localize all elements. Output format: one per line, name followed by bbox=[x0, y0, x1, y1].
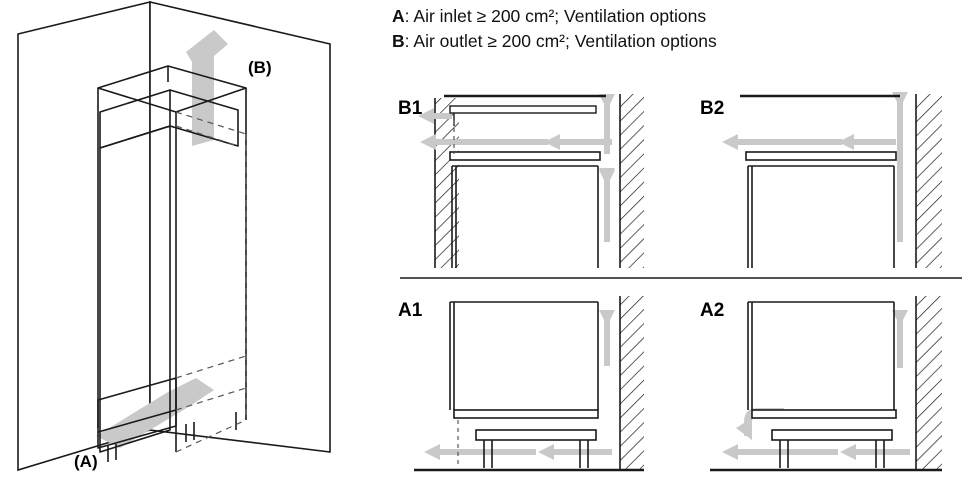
panel-a2-drawing bbox=[710, 296, 942, 470]
legend-text-a: : Air inlet ≥ 200 cm²; Ventilation options bbox=[404, 6, 707, 26]
legend-block bbox=[392, 4, 717, 54]
legend-key-b: B bbox=[392, 31, 405, 51]
wall-left bbox=[18, 2, 150, 470]
legend-text-b: : Air outlet ≥ 200 cm²; Ventilation options bbox=[404, 31, 717, 51]
legend-row-a bbox=[392, 4, 717, 29]
wall-hatch-a2 bbox=[916, 296, 942, 470]
panel-label-a2: A2 bbox=[700, 300, 725, 321]
overview-label-outlet: (B) bbox=[248, 58, 272, 77]
wall-hatch-b1 bbox=[620, 94, 644, 268]
panel-label-b2: B2 bbox=[700, 98, 725, 119]
ventilation-option-panels bbox=[392, 80, 970, 485]
wall-hatch-b2 bbox=[916, 94, 942, 268]
overview-isometric-drawing bbox=[0, 0, 390, 485]
wall-right bbox=[150, 2, 330, 452]
panel-label-a1: A1 bbox=[398, 300, 423, 321]
panel-a1-drawing bbox=[414, 296, 644, 470]
panel-b1-drawing bbox=[418, 94, 644, 268]
panel-label-b1: B1 bbox=[398, 98, 423, 119]
wall-hatch-a1 bbox=[620, 296, 644, 470]
panel-b2-drawing bbox=[722, 92, 942, 268]
legend-row-b bbox=[392, 29, 717, 54]
legend-key-a: A bbox=[392, 6, 405, 26]
overview-label-inlet: (A) bbox=[74, 452, 98, 471]
